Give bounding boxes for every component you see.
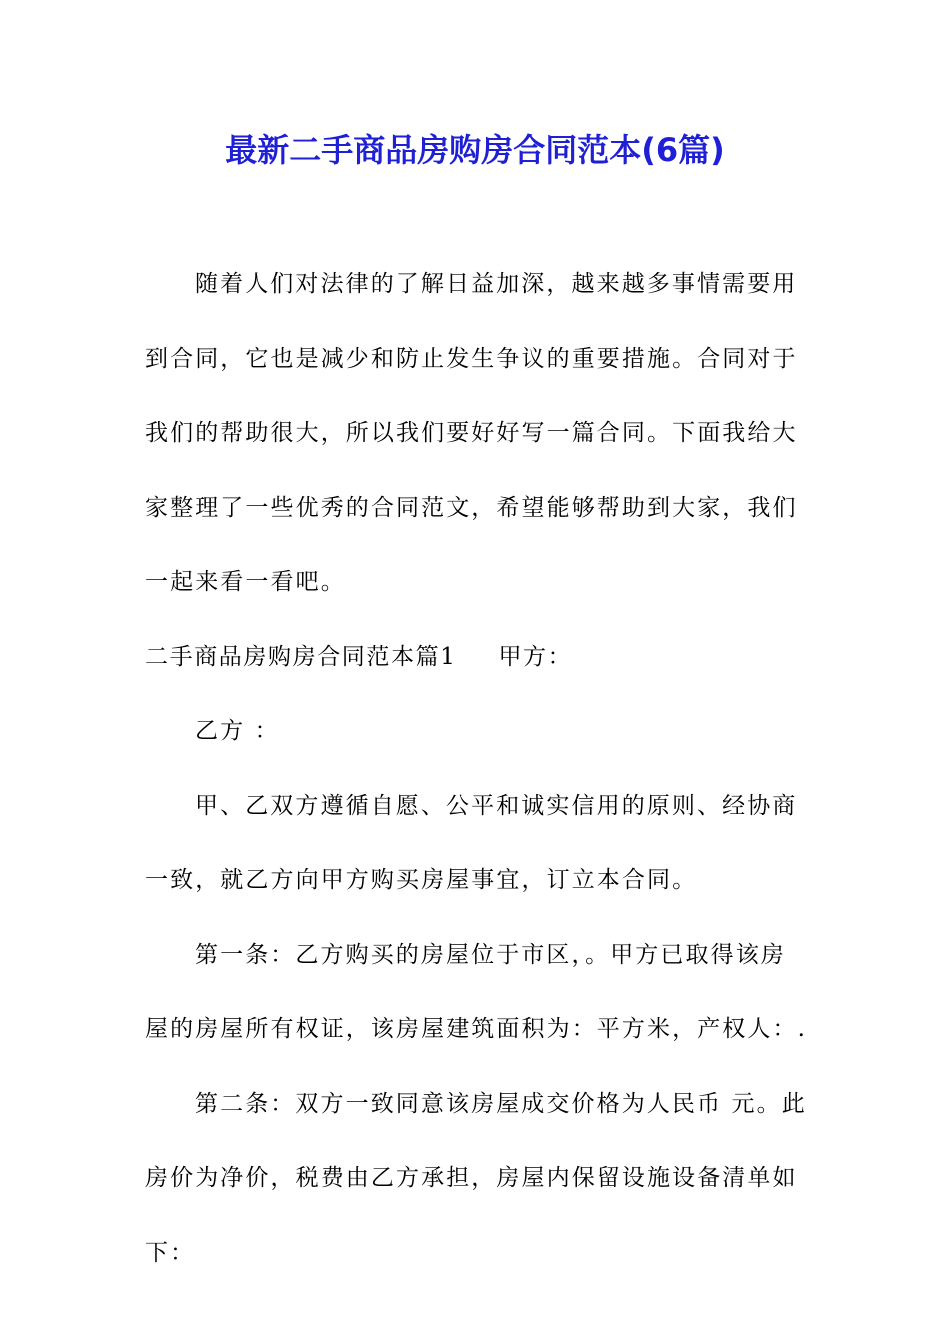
intro-paragraph: 随着人们对法律的了解日益加深，越来越多事情需要用到合同，它也是减少和防止发生争议的重要措施。合同对于我们的帮助很大，所以我们要好好写一篇合同。下面我给大家整理了一些优秀的合同范文，希望能够帮助到大家，我们一起来看一看吧。 <box>145 271 798 595</box>
document-body <box>145 247 810 1290</box>
agreement-paragraph: 甲、乙双方遵循自愿、公平和诚实信用的原则、经协商一致，就乙方向甲方购买房屋事宜，订立本合同。 <box>145 792 798 893</box>
section-heading: 二手商品房购房合同范本篇1 <box>145 643 457 670</box>
section-heading-line <box>145 620 810 695</box>
party-a-label: 甲方： <box>498 643 573 670</box>
article-1-paragraph: 第一条：乙方购买的房屋位于市区，。甲方已取得该房屋的房屋所有权证，该房屋建筑面积为：平方米，产权人：. <box>145 941 808 1042</box>
document-title: 最新二手商品房购房合同范本(6篇) <box>225 131 725 169</box>
article-2-paragraph: 第二条：双方一致同意该房屋成交价格为人民币 元。此房价为净价，税费由乙方承担，房屋内保留设施设备清单如下： <box>145 1090 807 1266</box>
party-b-label: 乙方 ： <box>195 718 280 744</box>
